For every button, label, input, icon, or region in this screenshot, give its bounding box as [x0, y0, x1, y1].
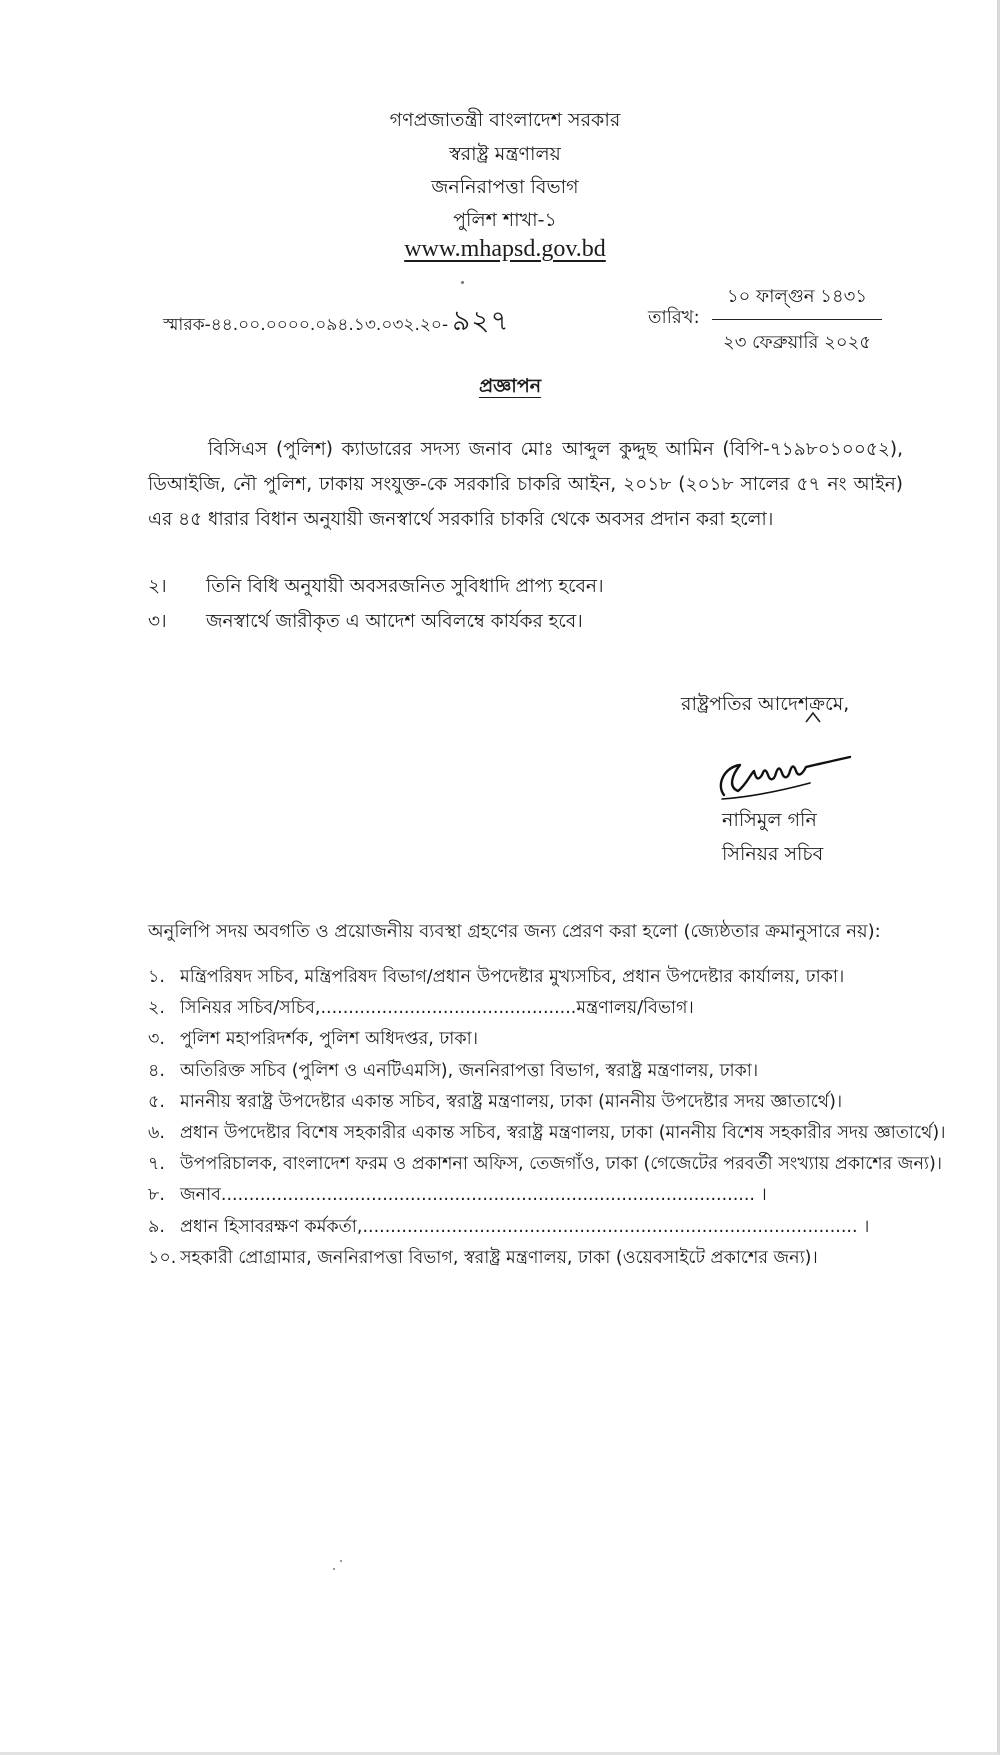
- list-item-number: ১.: [148, 967, 165, 987]
- letterhead-ministry: স্বরাষ্ট্র মন্ত্রণালয়: [449, 143, 561, 165]
- list-item: [148, 1118, 945, 1149]
- list-item-text: মন্ত্রিপরিষদ সচিব, মন্ত্রিপরিষদ বিভাগ/প্রধান উপদেষ্টার মুখ্যসচিব, প্রধান উপদেষ্টার কার্যালয়, ঢাকা।: [180, 967, 845, 987]
- list-item-text: প্রধান উপদেষ্টার বিশেষ সহকারীর একান্ত সচিব, স্বরাষ্ট্র মন্ত্রণালয়, ঢাকা (মাননীয় বিশেষ সহকারীর সদয় জ্ঞাতার্থে)।: [180, 1123, 946, 1144]
- body-paragraph: বিসিএস (পুলিশ) ক্যাডারের সদস্য জনাব মোঃ আব্দুল কুদ্দুছ আমিন (বিপি-৭১৯৮০১০০৫২), ডিআইজি, নৌ পুলিশ, ঢাকায় সংযুক্ত-কে সরকারি চাকরি আইন, ২০১৮ (২০১৮ সালের ৫৭ নং আইন) এর ৪৫ ধারার বিধান অনুযায়ী জনস্বার্থে সরকারি চাকরি থেকে অবসর প্রদান করা হলো।: [148, 439, 903, 530]
- scan-speck: [333, 1568, 335, 1570]
- list-item-number: ৭.: [148, 1154, 165, 1175]
- signatory-designation: সিনিয়র সচিব: [722, 843, 824, 865]
- list-item: [148, 1087, 945, 1118]
- signatory-name: নাসিমুল গনি: [722, 809, 817, 831]
- list-item: [148, 1212, 945, 1243]
- list-item-text: সহকারী প্রোগ্রামার, জননিরাপত্তা বিভাগ, স্বরাষ্ট্র মন্ত্রণালয়, ঢাকা (ওয়েবসাইটে প্রকাশের জন্য)।: [180, 1247, 818, 1268]
- document-heading: প্রজ্ঞাপন: [478, 375, 542, 397]
- date-label: তারিখ:: [648, 307, 700, 328]
- list-item: [148, 1180, 945, 1211]
- clause-number: ৩।: [148, 611, 167, 632]
- clause-number: ২।: [148, 576, 167, 597]
- copy-list-intro: অনুলিপি সদয় অবগতি ও প্রয়োজনীয় ব্যবস্থা গ্রহণের জন্য প্রেরণ করা হলো (জ্যেষ্ঠতার ক্রমানুসারে নয়):: [148, 921, 881, 942]
- list-item-number: ২.: [148, 998, 165, 1019]
- memo-handwritten-suffix: ৯২৭: [452, 304, 510, 337]
- list-item-text: পুলিশ মহাপরিদর্শক, পুলিশ অধিদপ্তর, ঢাকা।: [180, 1029, 478, 1050]
- signature-image: [710, 745, 860, 805]
- list-item-number: ৫.: [148, 1091, 165, 1112]
- list-item: [148, 1149, 945, 1180]
- list-item: [148, 1024, 945, 1055]
- list-item-text: জনাব................................................................................................ ।: [180, 1185, 767, 1206]
- date-gregorian: ২৩ ফেব্রুয়ারি ২০২৫: [723, 332, 871, 353]
- list-item-number: ৪.: [148, 1060, 165, 1081]
- clause-item: [148, 572, 604, 603]
- list-item-number: ১০.: [148, 1247, 177, 1268]
- list-item-text: প্রধান হিসাবরক্ষণ কর্মকর্তা,......................................................................................... ।: [180, 1216, 870, 1237]
- list-item-number: ৬.: [148, 1123, 165, 1144]
- letterhead-division: জননিরাপত্তা বিভাগ: [431, 176, 579, 198]
- letterhead-branch: পুলিশ শাখা-১: [453, 209, 557, 231]
- letterhead-website-row: [0, 236, 1000, 263]
- list-item-text: অতিরিক্ত সচিব (পুলিশ ও এনটিএমসি), জননিরাপত্তা বিভাগ, স্বরাষ্ট্র মন্ত্রণালয়, ঢাকা।: [180, 1060, 759, 1081]
- list-item-text: উপপরিচালক, বাংলাদেশ ফরম ও প্রকাশনা অফিস, তেজগাঁও, ঢাকা (গেজেটের পরবর্তী সংখ্যায় প্রকাশের জন্য)।: [180, 1154, 943, 1175]
- copy-list: [148, 962, 945, 1274]
- list-item: [148, 993, 945, 1024]
- list-item: [148, 962, 945, 993]
- list-item-number: ৮.: [148, 1185, 165, 1206]
- scan-speck: [340, 1560, 342, 1562]
- list-item: [148, 1056, 945, 1087]
- list-item-text: মাননীয় স্বরাষ্ট্র উপদেষ্টার একান্ত সচিব, স্বরাষ্ট্র মন্ত্রণালয়, ঢাকা (মাননীয় উপদেষ্টার সদয় জ্ঞাতার্থে)।: [180, 1091, 843, 1112]
- insertion-caret-mark: [804, 711, 822, 723]
- list-item-text: সিনিয়র সচিব/সচিব,..............................................মন্ত্রণালয়/বিভাগ।: [180, 998, 694, 1019]
- memo-number: স্মারক-৪৪.০০.০০০০.০৯৪.১৩.০৩২.২০-: [163, 315, 449, 335]
- clause-text: তিনি বিধি অনুযায়ী অবসরজনিত সুবিধাদি প্রাপ্য হবেন।: [206, 576, 604, 597]
- date-bangla: ১০ ফাল্গুন ১৪৩১: [712, 282, 882, 320]
- memo-reference: [163, 299, 510, 346]
- closing-line: রাষ্ট্রপতির আদেশক্রমে,: [681, 693, 850, 715]
- list-item-number: ৯.: [148, 1216, 165, 1237]
- letterhead-government: গণপ্রজাতন্ত্রী বাংলাদেশ সরকার: [389, 109, 621, 131]
- clause-text: জনস্বার্থে জারীকৃত এ আদেশ অবিলম্বে কার্যকর হবে।: [206, 611, 583, 632]
- list-item-number: ৩.: [148, 1029, 165, 1050]
- clause-item: [148, 607, 583, 638]
- scan-speck: [461, 281, 464, 284]
- letterhead-website[interactable]: www.mhapsd.gov.bd: [404, 236, 606, 262]
- list-item: [148, 1243, 945, 1274]
- date-block: [712, 282, 882, 359]
